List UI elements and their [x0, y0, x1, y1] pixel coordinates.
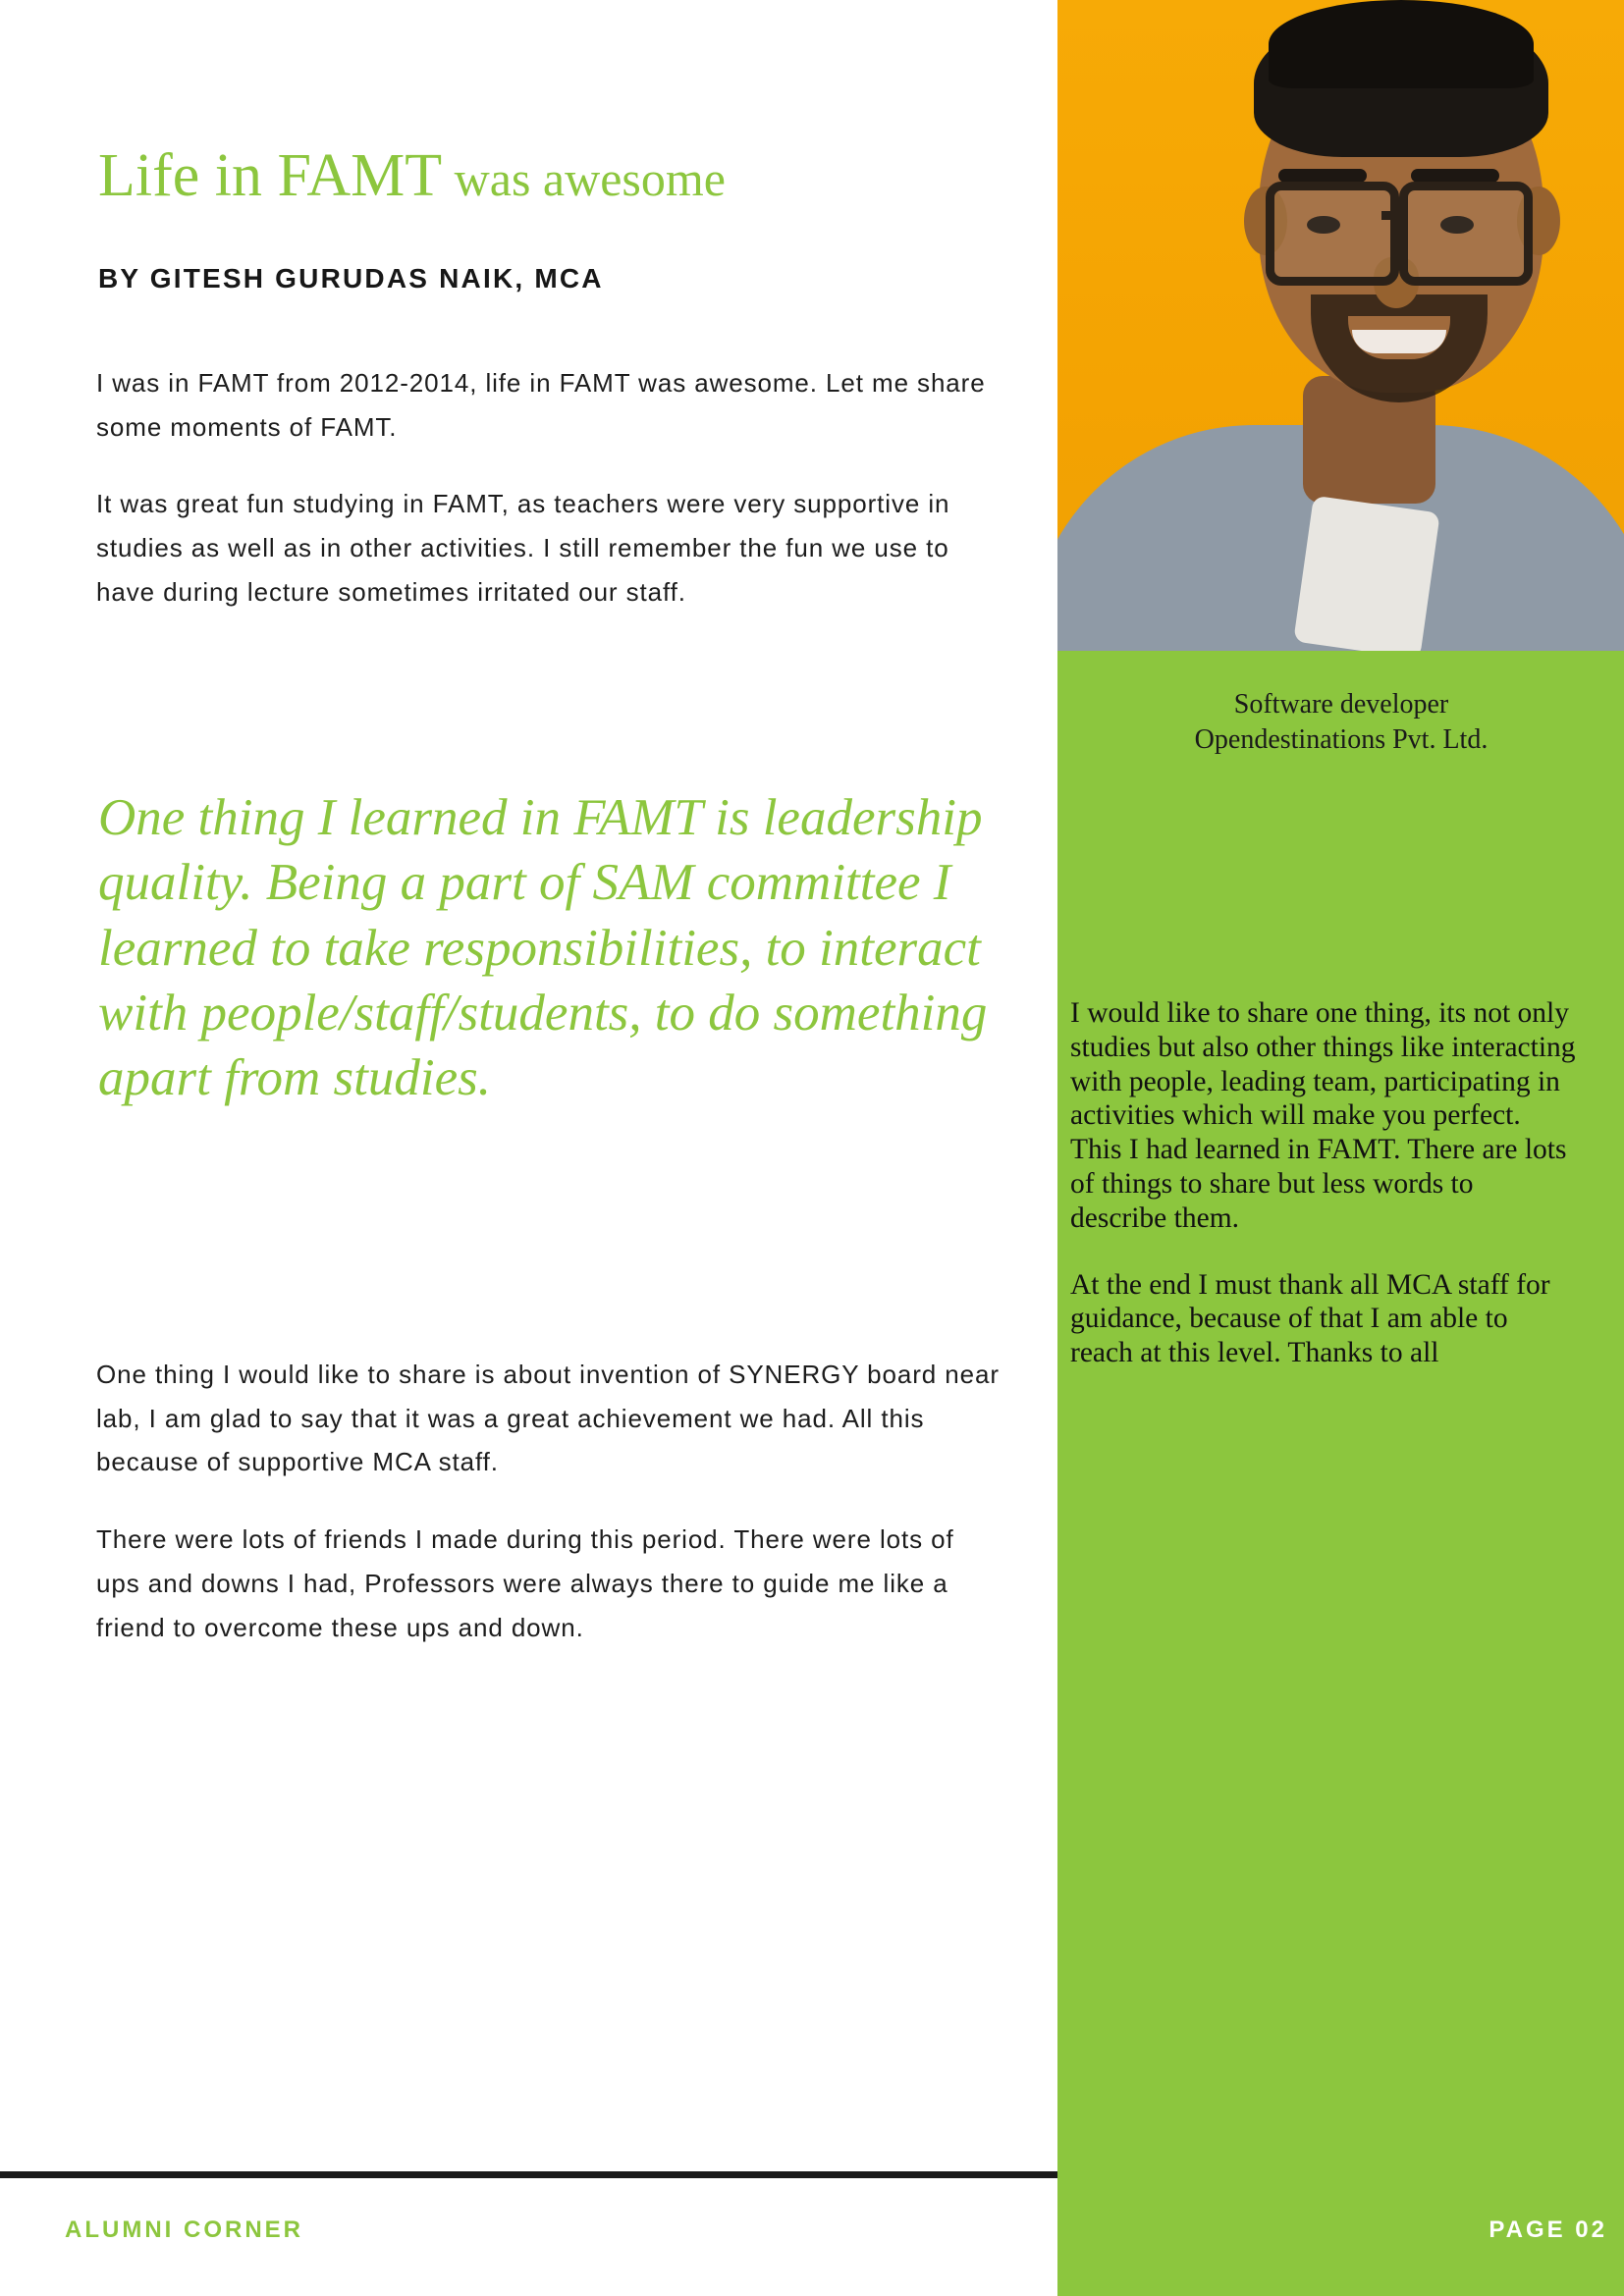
- photo-glasses-right-lens: [1399, 182, 1533, 286]
- article-body-bottom: [96, 1353, 1000, 1682]
- article-paragraph: It was great fun studying in FAMT, as teachers were very supportive in studies as well as in other activities. I still remember the fun we use to have during lecture sometimes irritated our staff.: [96, 489, 950, 607]
- pull-quote: One thing I learned in FAMT is leadership quality. Being a part of SAM committee I learned to take responsibilities, to interact with people/staff/students, to do something apart from studies.: [98, 789, 988, 1106]
- photo-brow-right: [1411, 169, 1499, 183]
- photo-collar: [1293, 496, 1440, 651]
- photo-hair-top: [1269, 0, 1534, 88]
- photo-caption: [1070, 687, 1612, 758]
- caption-line-1: Software developer: [1233, 689, 1449, 720]
- article-paragraph: One thing I would like to share is about invention of SYNERGY board near lab, I am glad to say that it was a great achievement we had. All this because of supportive MCA staff.: [96, 1360, 1000, 1477]
- caption-line-2: Opendestinations Pvt. Ltd.: [1194, 723, 1489, 755]
- footer-divider: [0, 2171, 1057, 2178]
- sidebar-paragraph: At the end I must thank all MCA staff for guidance, because of that I am able to reach at this level. Thanks to all: [1070, 1268, 1550, 1369]
- photo-brow-left: [1278, 169, 1367, 183]
- byline: BY GITESH GURUDAS NAIK, MCA: [98, 263, 604, 294]
- footer-section-label: ALUMNI CORNER: [65, 2216, 303, 2243]
- sidebar-body-text: [1070, 996, 1577, 1403]
- headline-secondary: was awesome: [442, 151, 726, 206]
- photo-mouth: [1352, 330, 1446, 353]
- headline-primary: Life in FAMT: [98, 142, 443, 209]
- article-body-top: [96, 361, 1000, 648]
- author-photo: [1057, 0, 1624, 651]
- sidebar-paragraph: I would like to share one thing, its not only studies but also other things like interacting with people, leading team, participating in activities which will make you perfect. This I had learned in FAMT. There are lots of things to share but less words to describe them.: [1070, 997, 1576, 1234]
- page-title: [98, 142, 982, 209]
- footer-page-number: PAGE 02: [1489, 2216, 1607, 2243]
- photo-glasses-bridge: [1381, 211, 1403, 220]
- photo-glasses-left-lens: [1266, 182, 1399, 286]
- article-paragraph: I was in FAMT from 2012-2014, life in FAMT was awesome. Let me share some moments of FAMT.: [96, 368, 986, 442]
- article-paragraph: There were lots of friends I made during this period. There were lots of ups and downs I had, Professors were always there to guide me like a friend to overcome these ups and down.: [96, 1524, 954, 1642]
